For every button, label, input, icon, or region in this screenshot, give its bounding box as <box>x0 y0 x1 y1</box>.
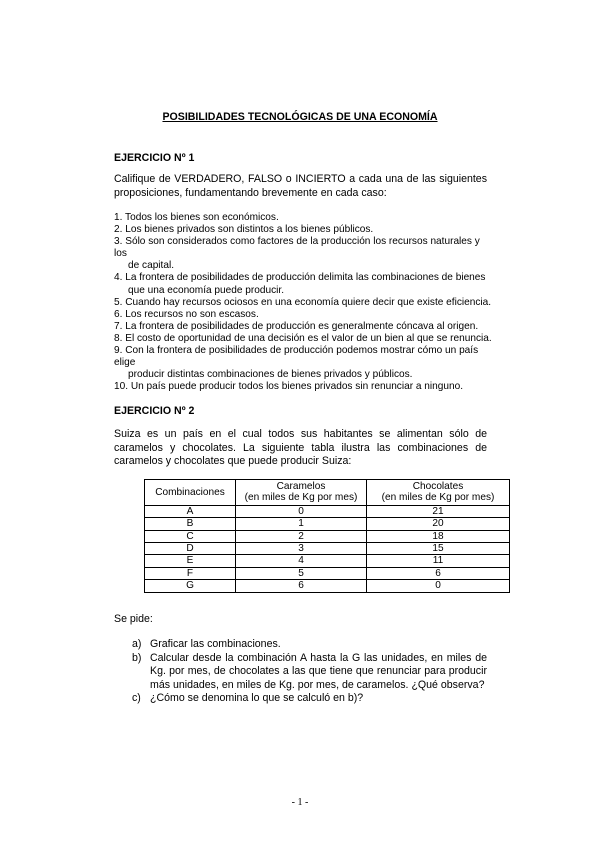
header-chocolates: Chocolates (en miles de Kg por mes) <box>367 480 510 506</box>
list-item: 7. La frontera de posibilidades de producción es generalmente cóncava al origen. <box>114 320 479 332</box>
list-item: 9. Con la frontera de posibilidades de producción podemos mostrar cómo un país elige producir distintas combinaciones de bienes privados y públicos. <box>114 345 479 381</box>
exercise-1-intro: Califique de VERDADERO, FALSO o INCIERTO a cada una de las siguientes proposiciones, fundamentando brevemente en cada caso: <box>114 173 487 199</box>
table-row: C 2 18 <box>145 530 510 542</box>
table-row: F 5 6 <box>145 567 510 579</box>
list-item: 4. La frontera de posibilidades de producción delimita las combinaciones de bienes que una economía puede producir. <box>114 272 486 296</box>
table-row: D 3 15 <box>145 543 510 555</box>
list-item: 2. Los bienes privados son distintos a los bienes públicos. <box>114 224 374 236</box>
page-number: - 1 - <box>291 797 309 808</box>
table-row: B 1 20 <box>145 518 510 530</box>
exercise-2-heading: EJERCICIO Nº 2 <box>114 405 195 417</box>
list-item: 5. Cuando hay recursos ociosos en una economía quiere decir que existe eficiencia. <box>114 296 492 308</box>
table-row: A 0 21 <box>145 505 510 517</box>
list-item: 1. Todos los bienes son económicos. <box>114 212 279 223</box>
combinations-table <box>144 479 510 593</box>
header-caramelos: Caramelos (en miles de Kg por mes) <box>236 480 367 506</box>
questions-list <box>132 638 487 706</box>
table-header-row <box>145 480 510 506</box>
table-row: E 4 11 <box>145 555 510 567</box>
list-item: 10. Un país puede producir todos los bienes privados sin renunciar a ninguno. <box>114 381 464 393</box>
list-item: 8. El costo de oportunidad de una decisión es el valor de un bien al que se renuncia. <box>114 332 492 344</box>
list-item: 3. Sólo son considerados como factores de la producción los recursos naturales y los de capital. <box>114 236 480 272</box>
exercise-1-list <box>114 212 494 393</box>
list-item: b) Calcular desde la combinación A hasta la G las unidades, en miles de Kg. por mes, de chocolates a las que tiene que renunciar para producir más unidades, en miles de Kg. por mes, de caramelos. ¿Qué observa? <box>132 651 487 691</box>
exercise-2-intro: Suiza es un país en el cual todos sus habitantes se alimentan sólo de caramelos y chocolates. La siguiente tabla ilustra las combinaciones de caramelos y chocolates que puede producir Suiza: <box>114 428 487 467</box>
list-item: c) ¿Cómo se denomina lo que se calculó en b)? <box>132 692 364 704</box>
page-title: POSIBILIDADES TECNOLÓGICAS DE UNA ECONOMÍA <box>162 111 438 123</box>
table-row: G 6 0 <box>145 580 510 592</box>
exercise-1-heading: EJERCICIO Nº 1 <box>114 152 195 164</box>
list-item: 6. Los recursos no son escasos. <box>114 308 259 320</box>
list-item: a) Graficar las combinaciones. <box>132 638 281 650</box>
se-pide-label: Se pide: <box>114 613 153 625</box>
header-combinaciones: Combinaciones <box>145 480 236 506</box>
